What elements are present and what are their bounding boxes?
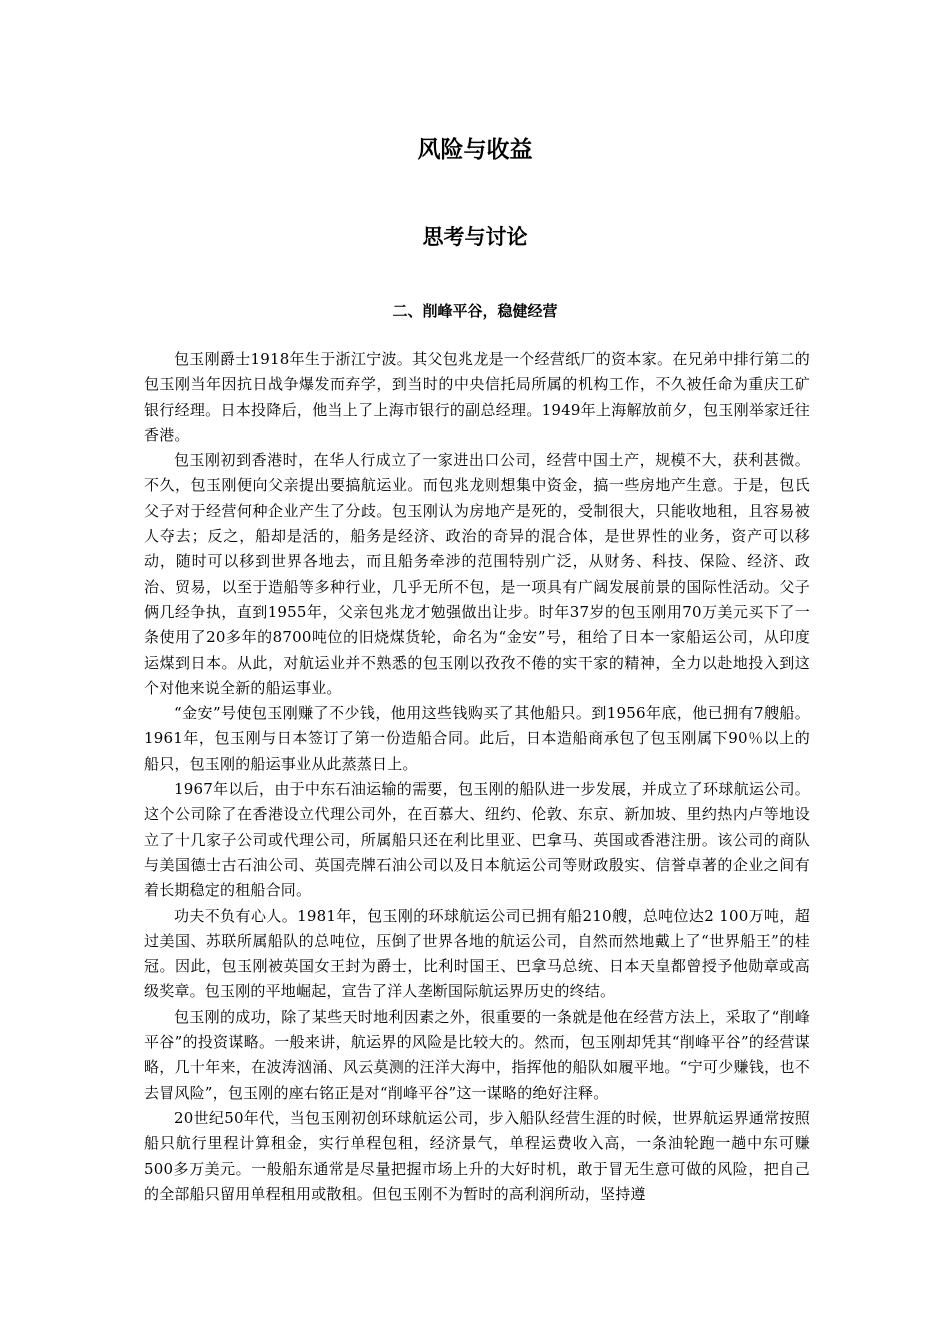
paragraph: 1967年以后，由于中东石油运输的需要，包玉刚的船队进一步发展，并成立了环球航运公司。这个公司除了在香港设立代理公司外，在百慕大、纽约、伦敦、东京、新加坡、里约热内卢等地设立了十几家子公司或代理公司，所属船只还在利比里亚、巴拿马、英国或香港注册。该公司的商队与美国德士古石油公司、英国壳牌石油公司以及日本航运公司等财政殷实、信誉卓著的企业之间有着长期稳定的租船合同。 [144, 780, 810, 900]
paragraph: 包玉刚初到香港时，在华人行成立了一家进出口公司，经营中国土产，规模不大，获利甚微。不久，包玉刚便向父亲提出要搞航运业。而包兆龙则想集中资金，搞一些房地产生意。于是，包氏父子对于经营何种企业产生了分歧。包玉刚认为房地产是死的，受制很大，只能收地租，且容易被人夺去；反之，船却是活的，船务是经济、政治的奇异的混合体，是世界性的业务，资产可以移动，随时可以移到世界各地去，而且船务牵涉的范围特别广泛，从财务、科技、保险、经济、政治、贸易，以至于造船等多种行业，几乎无所不包，是一项具有广阔发展前景的国际性活动。父子俩几经争执，直到1955年，父亲包兆龙才勉强做出让步。时年37岁的包玉刚用70万美元买下了一条使用了20多年的8700吨位的旧烧煤货轮，命名为“金安”号，租给了日本一家船运公司，从印度运煤到日本。从此，对航运业并不熟悉的包玉刚以孜孜不倦的实干家的精神，全力以赴地投入到这个对他来说全新的船运事业。 [144, 451, 810, 697]
document-title: 风险与收益 [417, 137, 533, 163]
paragraph: 包玉刚爵士1918年生于浙江宁波。其父包兆龙是一个经营纸厂的资本家。在兄弟中排行第二的包玉刚当年因抗日战争爆发而弃学，到当时的中央信托局所属的机构工作，不久被任命为重庆工矿银行经理。日本投降后，他当上了上海市银行的副总经理。1949年上海解放前夕，包玉刚举家迁往香港。 [144, 350, 810, 444]
section-heading: 二、削峰平谷，稳健经营 [392, 302, 558, 320]
document-subtitle: 思考与讨论 [422, 225, 528, 249]
paragraph: 20世纪50年代，当包玉刚初创环球航运公司，步入船队经营生涯的时候，世界航运界通常按照船只航行里程计算租金，实行单程包租，经济景气，单程运费收入高，一条油轮跑一趟中东可赚500多万美元。一般船东通常是尽量把握市场上升的大好时机，敢于冒无生意可做的风险，把自己的全部船只留用单程租用或散租。但包玉刚不为暂时的高利润所动，坚持遵 [144, 1108, 810, 1203]
paragraph: 包玉刚的成功，除了某些天时地利因素之外，很重要的一条就是他在经营方法上，采取了“削峰平谷”的投资谋略。一般来讲，航运界的风险是比较大的。然而，包玉刚却凭其“削峰平谷”的经营谋略，几十年来，在波涛汹涌、风云莫测的汪洋大海中，指挥他的船队如履平地。“宁可少赚钱，也不去冒风险”，包玉刚的座右铭正是对“削峰平谷”这一谋略的绝好注释。 [144, 1007, 810, 1102]
body-text [144, 347, 810, 1207]
paragraph: “金安”号使包玉刚赚了不少钱，他用这些钱购买了其他船只。到1956年底，他已拥有7艘船。1961年，包玉刚与日本签订了第一份造船合同。此后，日本造船商承包了包玉刚属下90％以上的船只，包玉刚的船运事业从此蒸蒸日上。 [144, 704, 810, 773]
paragraph: 功夫不负有心人。1981年，包玉刚的环球航运公司已拥有船210艘，总吨位达2 100万吨，超过美国、苏联所属船队的总吨位，压倒了世界各地的航运公司，自然而然地戴上了“世界船王”的桂冠。因此，包玉刚被英国女王封为爵士，比利时国王、巴拿马总统、日本天皇都曾授予他勋章或高级奖章。包玉刚的平地崛起，宣告了洋人垄断国际航运界历史的终结。 [144, 906, 810, 1001]
